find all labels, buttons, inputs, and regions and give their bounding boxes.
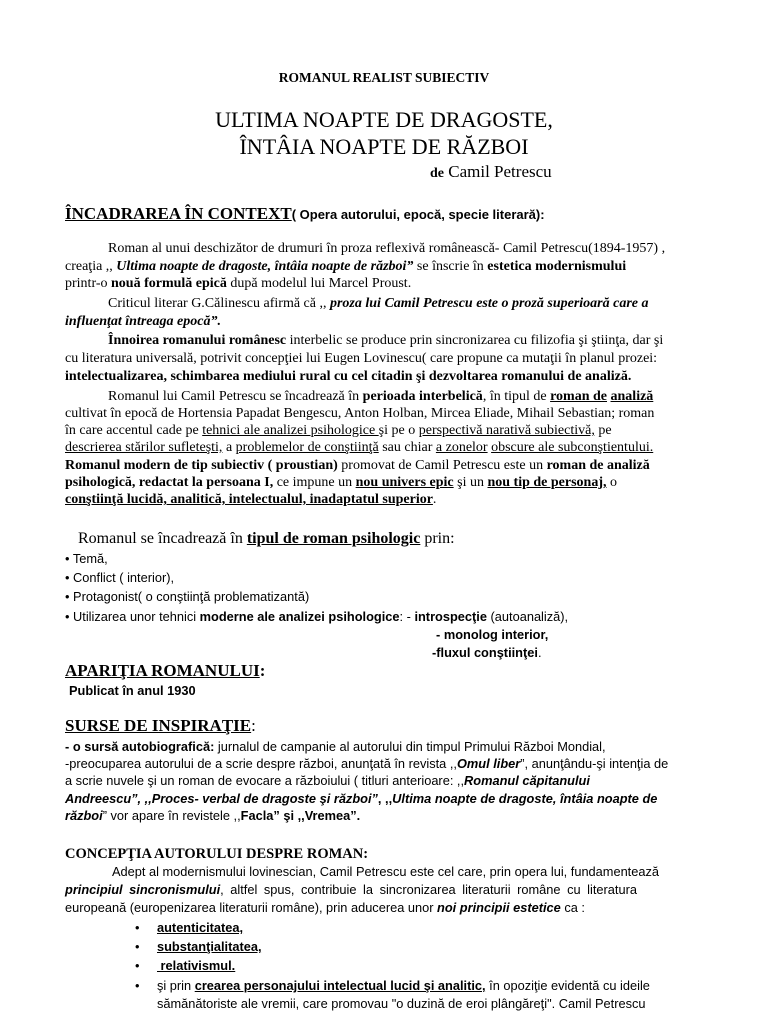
text: în opoziţie evidentă cu ideile (485, 978, 650, 993)
author-line (430, 161, 552, 185)
context-p4-line4 (65, 440, 653, 456)
text: pe (594, 423, 612, 438)
text: descrierea stărilor sufleteşti, (65, 440, 223, 455)
context-p1-line2 (65, 259, 626, 275)
conception-item-4-cont: sămănătoriste ale vremii, care promovau "o duzină de eroi plângăreţi". Camil Petrescu (157, 996, 646, 1011)
text: tipul de roman psihologic (246, 530, 421, 547)
text: (autoanaliză), (486, 609, 569, 624)
text: Protagonist( o conştiinţă problematizantă) (73, 589, 310, 604)
text: principiul sincronismului (65, 882, 221, 897)
sources-line4 (65, 791, 657, 807)
context-p4-line1 (108, 389, 653, 405)
text: şi prin (157, 978, 195, 993)
text: a scrie nuvele şi un roman de evocare a războiului ( titluri anterioare: ,, (65, 773, 465, 788)
conception-item-2 (135, 939, 262, 955)
bullet-icon: • (135, 920, 140, 935)
text: Ultima noapte de dragoste, întâia noapte de (392, 791, 658, 806)
context-p1-line3 (65, 276, 411, 292)
text: obscure ale subconştientului. (491, 440, 654, 455)
text: conştiinţă lucidă, analitică, intelectualul, inadaptatul superior (65, 492, 433, 507)
bullet-icon: • (135, 978, 140, 993)
context-p2-line1 (108, 296, 649, 312)
text: Temă, (72, 551, 108, 566)
author-name: Camil Petrescu (444, 162, 552, 181)
text: Facla” şi ,,Vremea”. (240, 808, 361, 823)
text: relativismul. (157, 958, 236, 973)
context-p4-line7 (65, 492, 436, 508)
text: analiză (610, 389, 654, 404)
text: Romanul lui Camil Petrescu se încadrează în (108, 389, 363, 404)
text: -preocuparea autorului de a scrie despre război, anunţată în revista ,, (65, 756, 457, 771)
text: roman de analiză (546, 458, 650, 473)
text: Ultima noapte de dragoste, întâia noapte de război” (116, 259, 414, 274)
text: a (222, 440, 236, 455)
text: ca : (560, 900, 585, 915)
context-heading (65, 204, 545, 224)
text: perspectivă narativă subiectivă, (418, 423, 595, 438)
text: şi un (453, 475, 488, 490)
text: Înnoirea romanului românesc (108, 333, 287, 348)
bullet-icon: • (135, 939, 140, 954)
text: ” vor apare în revistele ,, (102, 808, 241, 823)
conception-heading: CONCEPŢIA AUTORULUI DESPRE ROMAN: (65, 846, 369, 862)
text: ”, anunţându-şi intenţia de (520, 756, 669, 771)
sources-heading (65, 716, 256, 736)
text: jurnalul de campanie al autorului din timpul Primului Război Mondial, (214, 739, 606, 754)
psych-tech-3 (432, 645, 542, 661)
text: nou univers epic (355, 475, 454, 490)
psych-item-3 (65, 589, 309, 605)
text: europeană (europenizarea literaturii române), prin aducerea unor (65, 900, 438, 915)
text: şi pe o (378, 423, 419, 438)
text: crearea personajului intelectual lucid şi analitic, (194, 978, 486, 993)
text: război (65, 808, 103, 823)
text: perioada interbelică (362, 389, 483, 404)
text: autenticitatea, (157, 920, 244, 935)
text: substanţialitatea, (157, 939, 262, 954)
text: , în tipul de (482, 389, 551, 404)
text: interbelic se produce prin sincronizarea cu filizofia şi ştiinţa, dar şi (286, 333, 664, 348)
text: ce impune un (273, 475, 356, 490)
context-p3-line2: cu literatura universală, potrivit concepţiei lui Eugen Lovinescu( care propune ca mutaţii în planul prozei: (65, 351, 658, 366)
text: Omul liber (456, 756, 521, 771)
text: Conflict ( interior), (73, 570, 175, 585)
text: a zonelor (435, 440, 488, 455)
text: introspecţie (414, 609, 487, 624)
psych-item-1 (65, 551, 108, 567)
bullet-icon: • (65, 551, 70, 566)
text: SURSE DE INSPIRAŢIE (65, 716, 252, 735)
context-p3-line1 (108, 333, 663, 349)
bullet-icon: • (65, 589, 70, 604)
bullet-icon: • (135, 958, 140, 973)
text: estetica modernismului (487, 259, 627, 274)
text: după modelul lui Marcel Proust. (226, 276, 412, 291)
text: se înscrie în (413, 259, 488, 274)
context-p3-line3: intelectualizarea, schimbarea mediului rural cu cel citadin şi dezvoltarea romanului de analiză. (65, 369, 632, 384)
conception-item-1 (135, 920, 243, 936)
conception-item-4 (135, 978, 650, 994)
text: roman de (550, 389, 608, 404)
text: : - (399, 609, 415, 624)
text: moderne ale analizei psihologice (199, 609, 400, 624)
context-p4-line2: cultivat în epocă de Hortensia Papadat Bengescu, Anton Holban, Mircea Eliade, Mihail Sebastian; roman (65, 406, 655, 421)
context-p4-line3 (65, 423, 612, 439)
text: psihologică, redactat la persoana I, (65, 475, 274, 490)
text: proza lui Camil Petrescu este o proză superioară care a (329, 296, 649, 311)
conception-line3 (65, 900, 585, 916)
context-heading-text: ÎNCADRAREA ÎN CONTEXT (65, 204, 292, 223)
appearance-text: Publicat în anul 1930 (69, 683, 196, 698)
psych-item-4 (65, 609, 568, 625)
text: sau chiar (378, 440, 436, 455)
novel-title-line2: ÎNTÂIA NOAPTE DE RĂZBOI (239, 134, 529, 159)
text: nou tip de personaj, (487, 475, 607, 490)
text: APARIŢIA ROMANULUI (65, 661, 260, 680)
context-p4-line5 (65, 458, 650, 474)
category-label: ROMANUL REALIST SUBIECTIV (278, 70, 490, 85)
text: Romanul se încadrează în (78, 530, 247, 547)
text: -fluxul conştiinţei (432, 645, 538, 660)
context-subheading: ( Opera autorului, epocă, specie literară): (291, 207, 545, 222)
text: Criticul literar G.Călinescu afirmă că ,, (108, 296, 330, 311)
context-p4-line6 (65, 475, 617, 491)
text: - (65, 739, 73, 754)
psych-item-2 (65, 570, 174, 586)
text: , ,, (377, 791, 393, 806)
context-p2-line2: influenţat întreaga epocă”. (65, 314, 221, 329)
text: tehnici ale analizei psihologice (202, 423, 379, 438)
text: , altfel spus, contribuie la sincronizarea literaturii române cu literatura (220, 882, 637, 897)
text: o (606, 475, 618, 490)
text: : (259, 661, 266, 680)
conception-line1: Adept al modernismului lovinescian, Camil Petrescu este cel care, prin opera lui, fundamentează (112, 864, 659, 879)
context-p1-line1: Roman al unui deschizător de drumuri în proza reflexivă românească- Camil Petrescu(1894-1957) , (108, 241, 666, 256)
text: o sursă autobiografică: (72, 739, 215, 754)
bullet-icon: • (65, 570, 70, 585)
sources-line5 (65, 808, 360, 824)
text: nouă formulă epică (111, 276, 227, 291)
text: prin: (420, 530, 455, 547)
sources-line2 (65, 756, 668, 772)
appearance-heading (65, 661, 265, 681)
text: . (432, 492, 437, 507)
novel-title-line1: ULTIMA NOAPTE DE DRAGOSTE, (215, 107, 553, 132)
conception-line2 (65, 882, 713, 898)
text: problemelor de conştiinţă (235, 440, 379, 455)
sources-line1 (65, 739, 606, 755)
conception-item-3 (135, 958, 235, 974)
bullet-icon: • (65, 609, 70, 624)
text: Andreescu”, ,,Proces- verbal de dragoste şi război” (65, 791, 378, 806)
psych-tech-2: - monolog interior, (436, 627, 549, 642)
text: : (251, 716, 256, 735)
text: Romanul căpitanului (464, 773, 590, 788)
text: promovat de Camil Petrescu este un (337, 458, 547, 473)
author-prefix: de (430, 166, 444, 181)
text: Romanul modern de tip subiectiv ( proustian) (65, 458, 338, 473)
psych-intro (78, 529, 455, 549)
text: noi principii estetice (437, 900, 561, 915)
text: printr-o (65, 276, 111, 291)
text: creaţia ,, (65, 259, 117, 274)
text: Utilizarea unor tehnici (73, 609, 200, 624)
text: . (537, 645, 542, 660)
text: în care accentul cade pe (65, 423, 203, 438)
sources-line3 (65, 773, 590, 789)
